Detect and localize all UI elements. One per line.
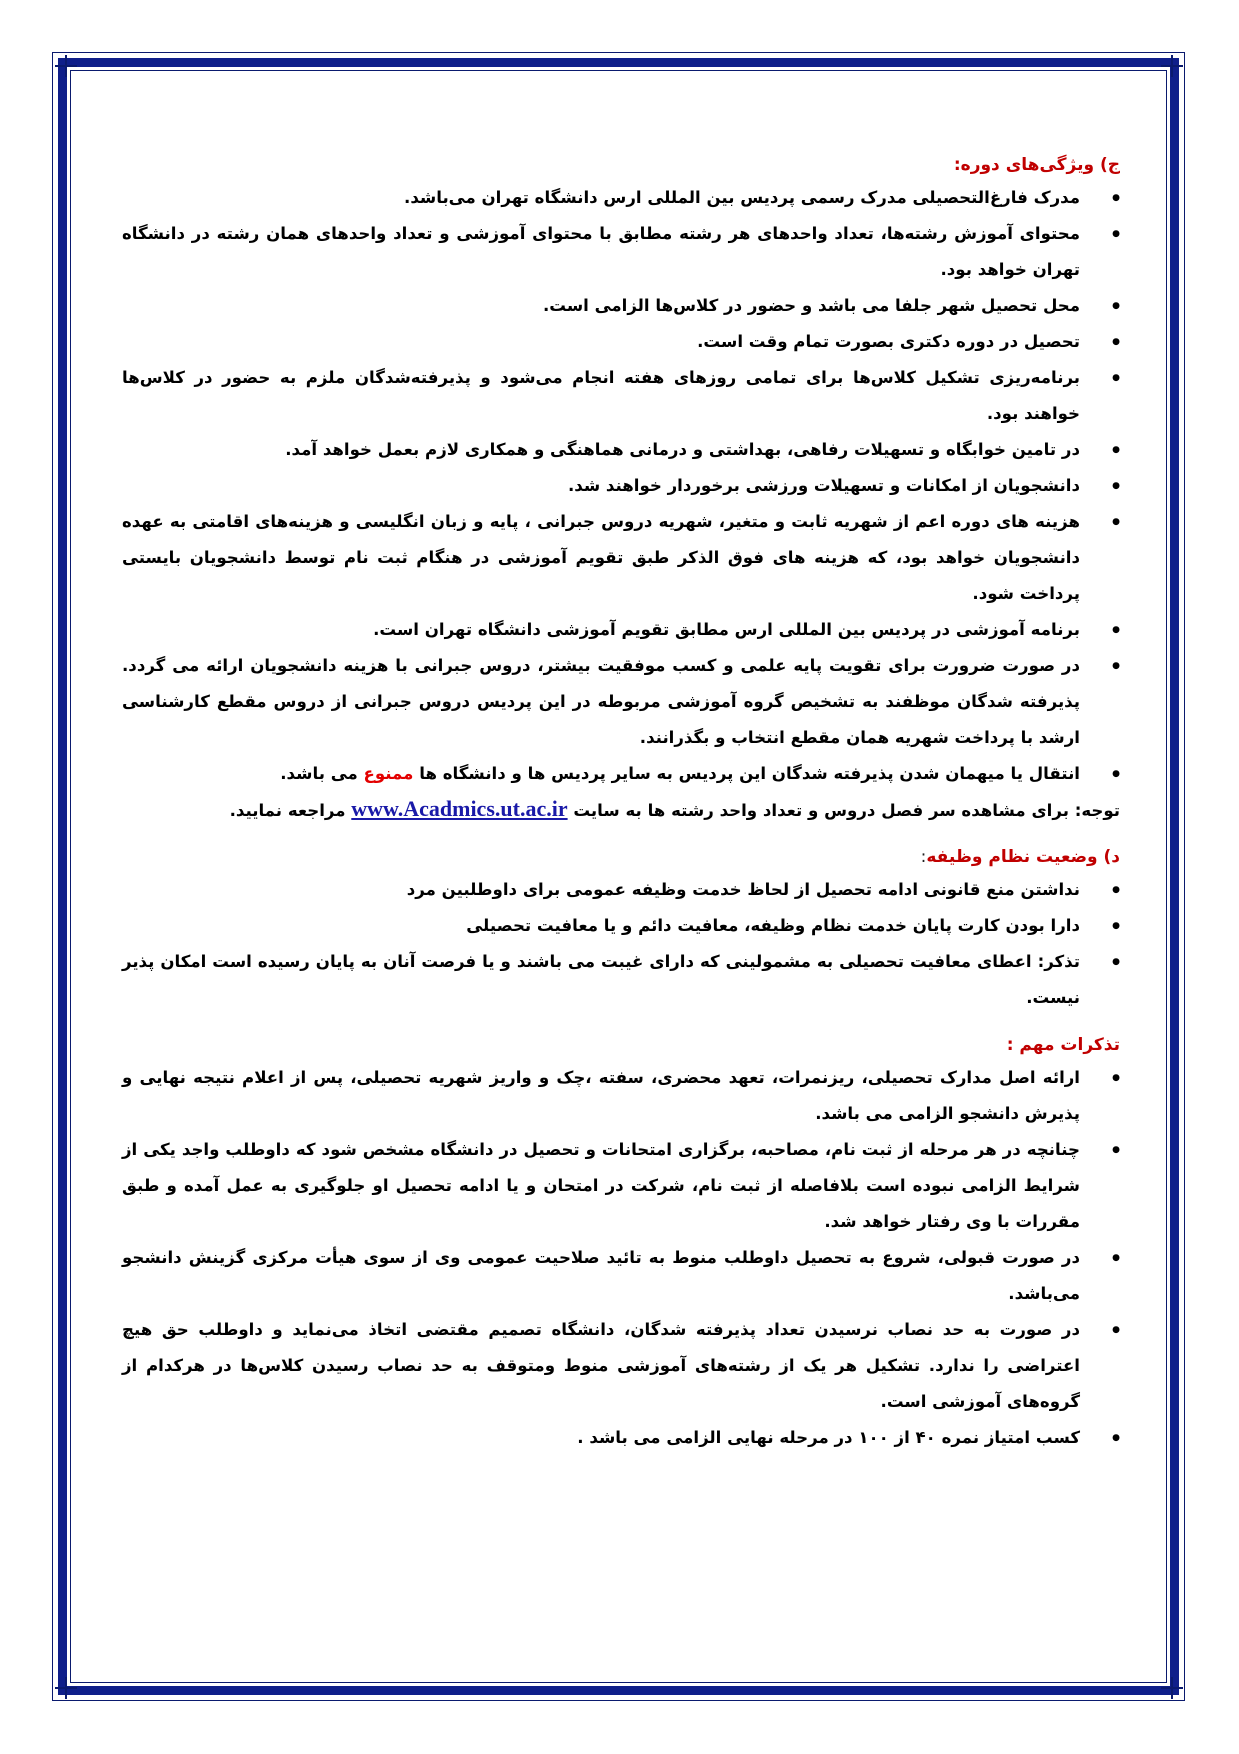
section-heading-course-features: ج) ویژگی‌های دوره: [953, 155, 1120, 175]
list-item: ● دانشجویان از امکانات و تسهیلات ورزشی برخوردار خواهند شد. [122, 468, 1120, 504]
list-item: ● برنامه آموزشی در پردیس بین المللی ارس مطابق تقویم آموزشی دانشگاه تهران است. [122, 612, 1120, 648]
list-item: ● محل تحصیل شهر جلفا می باشد و حضور در کلاس‌ها الزامی است. [122, 288, 1120, 324]
note-text-end: مراجعه نمایید. [229, 801, 352, 820]
list-item: ● هزینه های دوره اعم از شهریه ثابت و متغیر، شهریه دروس جبرانی ، پایه و زبان انگلیسی و هزینه‌های اقامتی به عهده دانشجویان خواهد بود، که هزینه های فوق الذکر طبق تقویم آموزشی در هنگام ثبت نام توسط دانشجویان بایستی پرداخت شود. [122, 504, 1120, 612]
list-item: ● دارا بودن کارت پایان خدمت نظام وظیفه، معافیت دائم و یا معافیت تحصیلی [122, 908, 1120, 944]
corner-ornament-top-left [55, 55, 77, 77]
list-item: ● در صورت به حد نصاب نرسیدن تعداد پذیرفته شدگان، دانشگاه تصمیم مقتضی اتخاذ می‌نماید و داوطلب حق هیچ اعتراضی را ندارد. تشکیل هر یک از رشته‌های آموزشی منوط ومتوقف به حد نصاب رسیدن کلاس‌ها در هرکدام از گروه‌های آموزشی است. [122, 1312, 1120, 1420]
website-note [122, 792, 1120, 828]
list-item: ● چنانچه در هر مرحله از ثبت نام، مصاحبه، برگزاری امتحانات و تحصیل در دانشگاه مشخص شود که داوطلب واجد یکی از شرایط الزامی نبوده است بلافاصله از ثبت نام، شرکت در امتحان و یا ادامه تحصیل او جلوگیری به عمل آمده و طبق مقررات با وی رفتار خواهد شد. [122, 1132, 1120, 1240]
document-body [122, 150, 1120, 1456]
list-item-transfer-rule [122, 756, 1120, 792]
list-item: ● برنامه‌ریزی تشکیل کلاس‌ها برای تمامی روزهای هفته انجام می‌شود و پذیرفته‌شدگان ملزم به حضور در کلاس‌ها خواهند بود. [122, 360, 1120, 432]
section-heading-military-service [122, 842, 1120, 872]
list-item: ● محتوای آموزش رشته‌ها، تعداد واحدهای هر رشته مطابق با محتوای آموزشی و تعداد واحدهای همان رشته در دانشگاه تهران خواهد بود. [122, 216, 1120, 288]
heading-text: د) وضعیت نظام وظیفه [926, 847, 1120, 867]
list-item: ● در تامین خوابگاه و تسهیلات رفاهی، بهداشتی و درمانی هماهنگی و همکاری لازم بعمل خواهد آمد. [122, 432, 1120, 468]
corner-ornament-bottom-left [55, 1677, 77, 1699]
section-course-features [122, 150, 1120, 828]
website-link[interactable]: www.Acadmics.ut.ac.ir [351, 796, 568, 821]
military-service-list [122, 872, 1120, 1016]
course-features-list [122, 180, 1120, 792]
transfer-text: انتقال یا میهمان شدن پذیرفته شدگان این پردیس به سایر پردیس ها و دانشگاه ها [413, 764, 1080, 783]
list-item: ● ارائه اصل مدارک تحصیلی، ریزنمرات، تعهد محضری، سفته ،چک و واریز شهریه تحصیلی، پس از اعلام نتیجه نهایی و پذیرش دانشجو الزامی می باشد. [122, 1060, 1120, 1132]
important-notes-list [122, 1060, 1120, 1456]
list-item: ● تحصیل در دوره دکتری بصورت تمام وقت است. [122, 324, 1120, 360]
corner-ornament-bottom-right [1161, 1677, 1183, 1699]
list-item: ● مدرک فارغ‌التحصیلی مدرک رسمی پردیس بین المللی ارس دانشگاه تهران می‌باشد. [122, 180, 1120, 216]
transfer-text-end: می باشد. [280, 764, 364, 783]
section-heading-important-notes: تذکرات مهم : [1006, 1035, 1120, 1055]
note-text: توجه: برای مشاهده سر فصل دروس و تعداد واحد رشته ها به سایت [567, 801, 1120, 820]
corner-ornament-top-right [1161, 55, 1183, 77]
list-item: ● در صورت ضرورت برای تقویت پایه علمی و کسب موفقیت بیشتر، دروس جبرانی با هزینه دانشجویان ارائه می گردد. پذیرفته شدگان موظفند به تشخیص گروه آموزشی مربوطه در این پردیس دروس جبرانی از دروس مقطع کارشناسی ارشد با پرداخت شهریه همان مقطع انتخاب و بگذرانند. [122, 648, 1120, 756]
forbidden-word: ممنوع [363, 764, 414, 783]
section-important-notes [122, 1030, 1120, 1456]
heading-colon: : [920, 847, 927, 867]
list-item: ● در صورت قبولی، شروع به تحصیل داوطلب منوط به تائید صلاحیت عمومی وی از سوی هیأت مرکزی گزینش دانشجو می‌باشد. [122, 1240, 1120, 1312]
list-item: ● تذکر: اعطای معافیت تحصیلی به مشمولینی که دارای غیبت می باشند و یا فرصت آنان به پایان رسیده است امکان پذیر نیست. [122, 944, 1120, 1016]
list-item: ● کسب امتیاز نمره ۴۰ از ۱۰۰ در مرحله نهایی الزامی می باشد . [122, 1420, 1120, 1456]
list-item: ● نداشتن منع قانونی ادامه تحصیل از لحاظ خدمت وظیفه عمومی برای داوطلبین مرد [122, 872, 1120, 908]
section-military-service [122, 842, 1120, 1016]
